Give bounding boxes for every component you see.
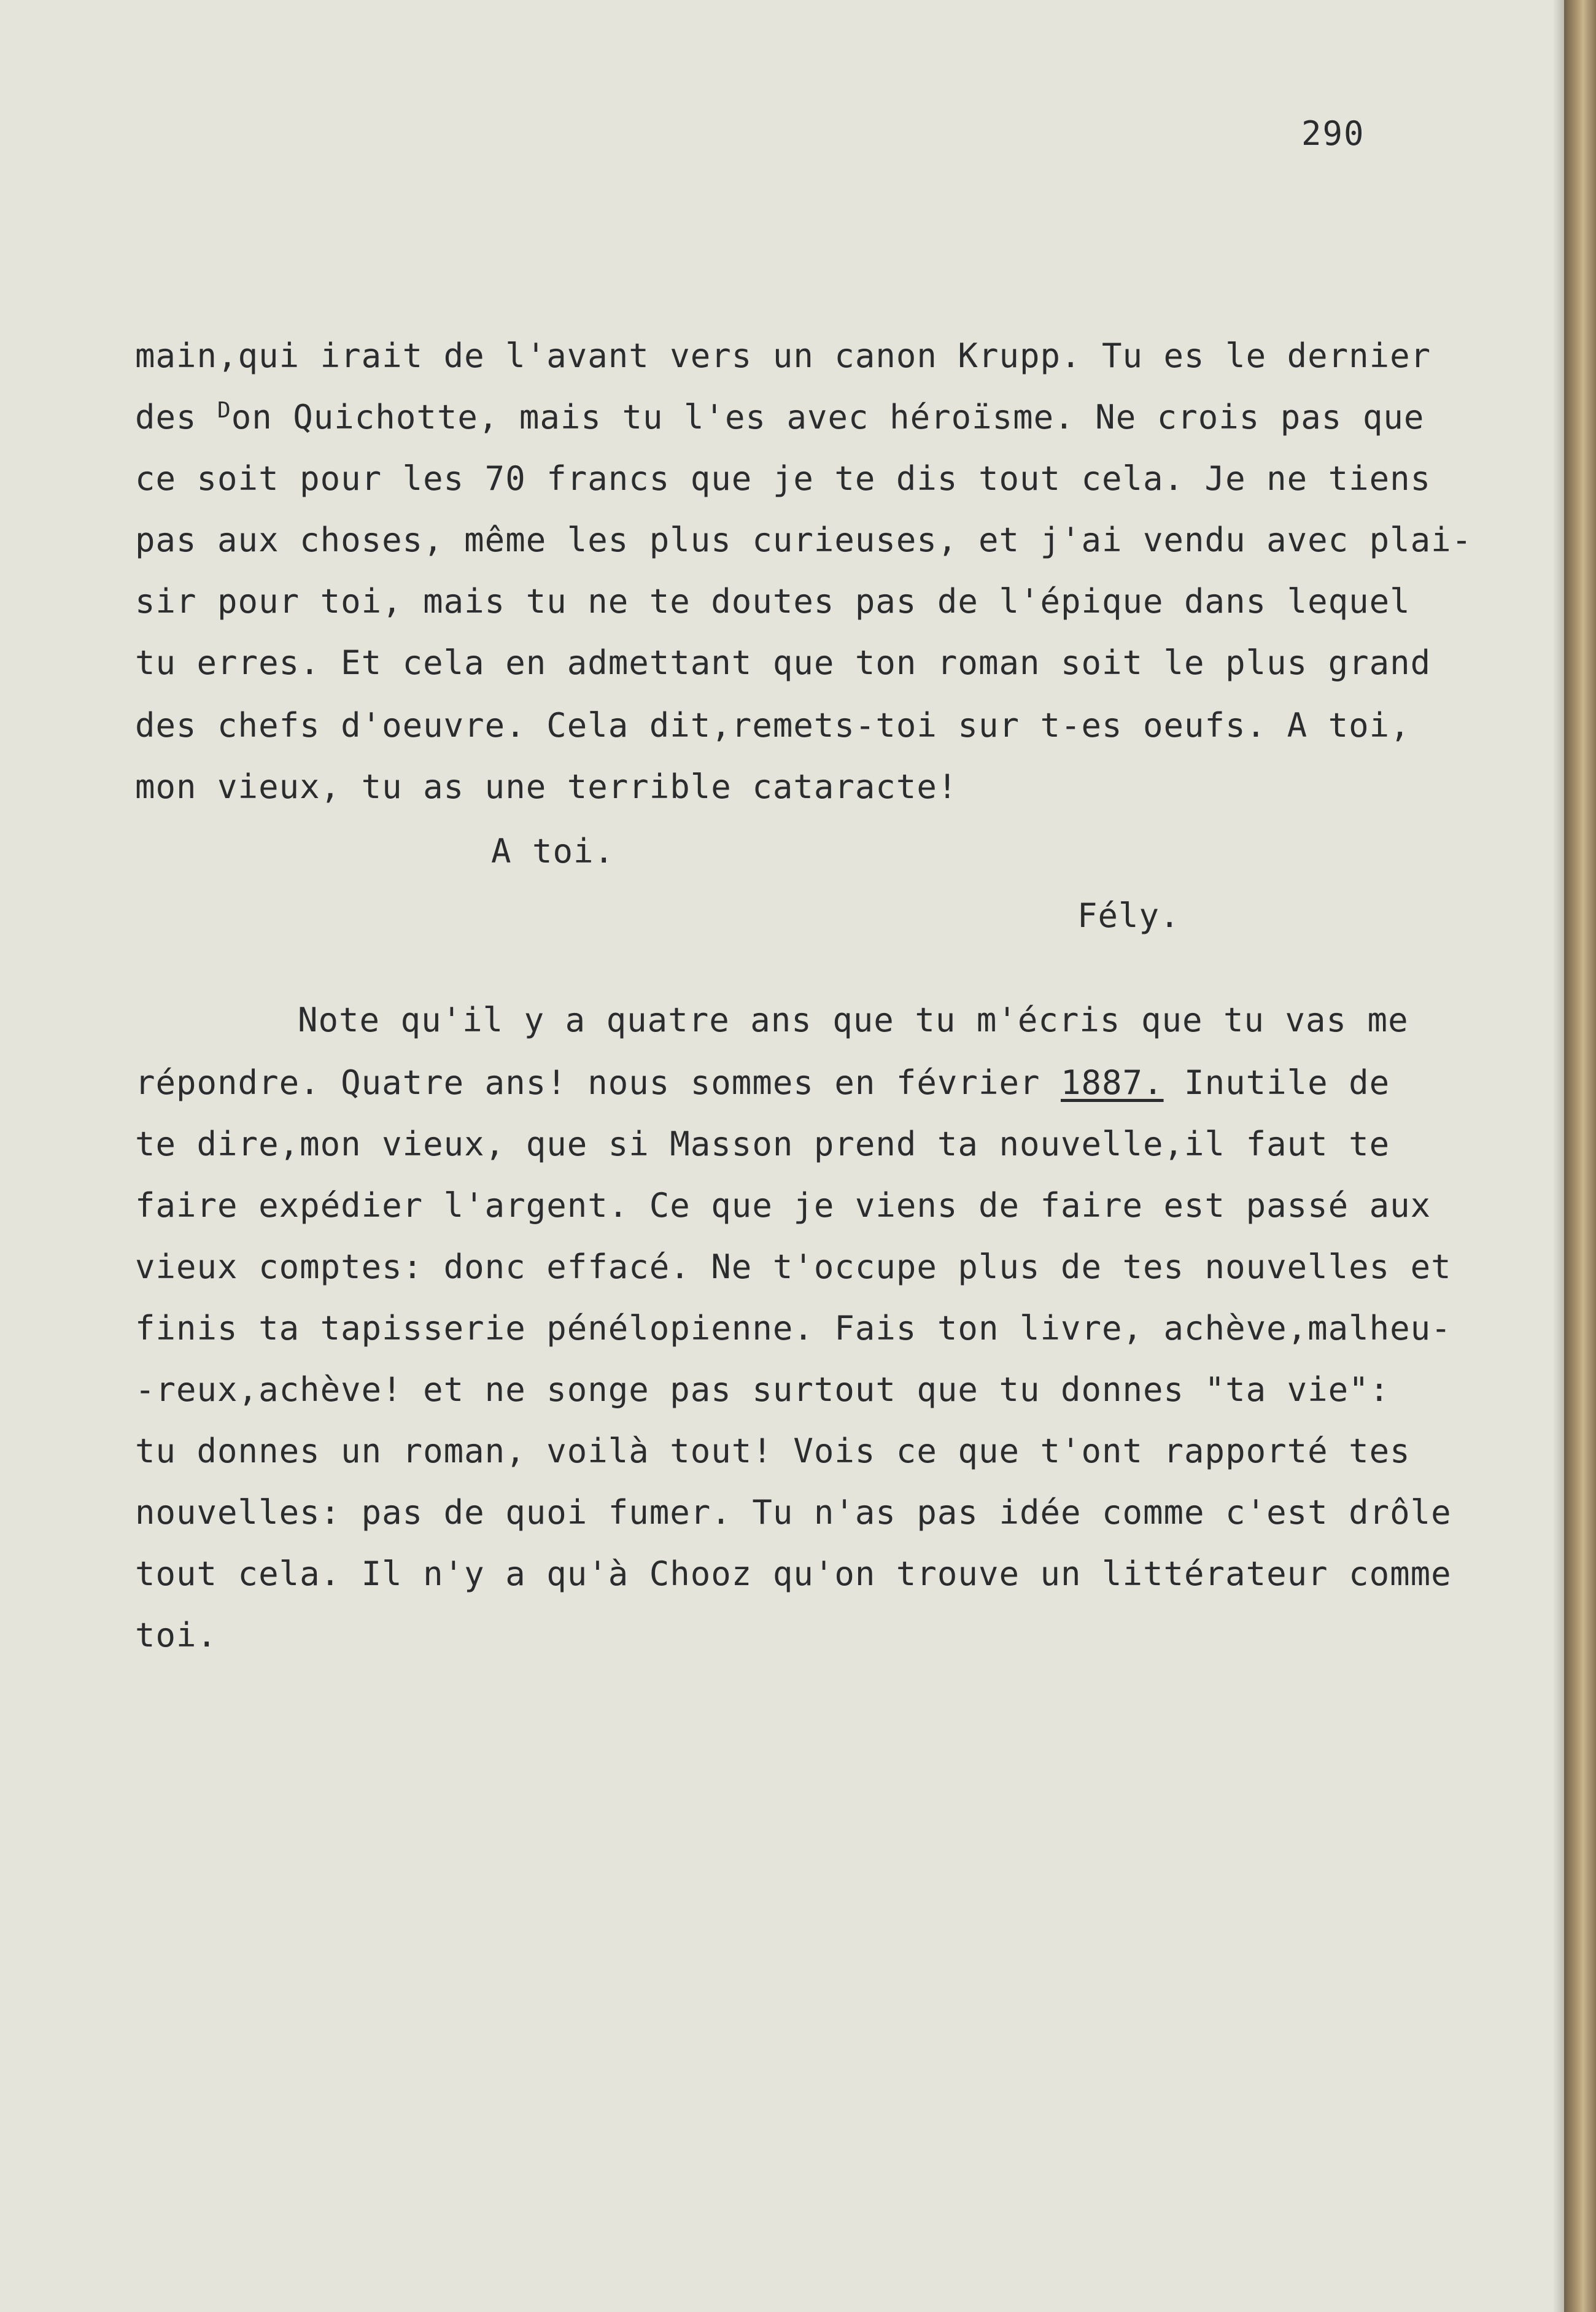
postscript-line: vieux comptes: donc effacé. Ne t'occupe plus de tes nouvelles et — [135, 1247, 1452, 1286]
postscript-line: nouvelles: pas de quoi fumer. Tu n'as pas idée comme c'est drôle — [135, 1493, 1452, 1532]
letter-line: ce soit pour les 70 francs que je te dis tout cela. Je ne tiens — [135, 459, 1431, 498]
page-edge-shadow — [1553, 0, 1564, 2312]
postscript-line: toi. — [135, 1616, 218, 1654]
book-spine — [1564, 0, 1596, 2312]
postscript-line: répondre. Quatre ans! nous sommes en février 1887. Inutile de — [135, 1063, 1390, 1102]
postscript-line: finis ta tapisserie pénélopienne. Fais ton livre, achève,malheu- — [135, 1309, 1452, 1348]
postscript-line: te dire,mon vieux, que si Masson prend ta nouvelle,il faut te — [135, 1125, 1390, 1163]
postscript-line: faire expédier l'argent. Ce que je viens de faire est passé aux — [135, 1186, 1431, 1225]
letter-line: des $^D$on Quichotte, mais tu l'es avec héroïsme. Ne crois pas que — [135, 398, 1425, 436]
letter-line: mon vieux, tu as une terrible cataracte! — [135, 767, 958, 806]
postscript-line: tu donnes un roman, voilà tout! Vois ce que t'ont rapporté tes — [135, 1432, 1411, 1470]
postscript-line: tout cela. Il n'y a qu'à Chooz qu'on trouve un littérateur comme — [135, 1554, 1452, 1593]
letter-line: tu erres. Et cela en admettant que ton roman soit le plus grand — [135, 643, 1431, 682]
letter-line: des chefs d'oeuvre. Cela dit,remets-toi sur t-es oeufs. A toi, — [135, 706, 1411, 745]
letter-closing: A toi. — [491, 832, 615, 871]
letter-line: main,qui irait de l'avant vers un canon Krupp. Tu es le dernier — [135, 336, 1431, 375]
postscript-line: Note qu'il y a quatre ans que tu m'écris que tu vas me — [298, 1001, 1409, 1039]
page-number: 290 — [1301, 114, 1365, 153]
letter-line: pas aux choses, même les plus curieuses, et j'ai vendu avec plai- — [135, 521, 1473, 559]
postscript-line: -reux,achève! et ne songe pas surtout que tu donnes "ta vie": — [135, 1370, 1390, 1409]
letter-signature: Fély. — [1077, 896, 1180, 935]
underlined-year: 1887. — [1060, 1063, 1164, 1102]
letter-line: sir pour toi, mais tu ne te doutes pas de l'épique dans lequel — [135, 582, 1411, 621]
